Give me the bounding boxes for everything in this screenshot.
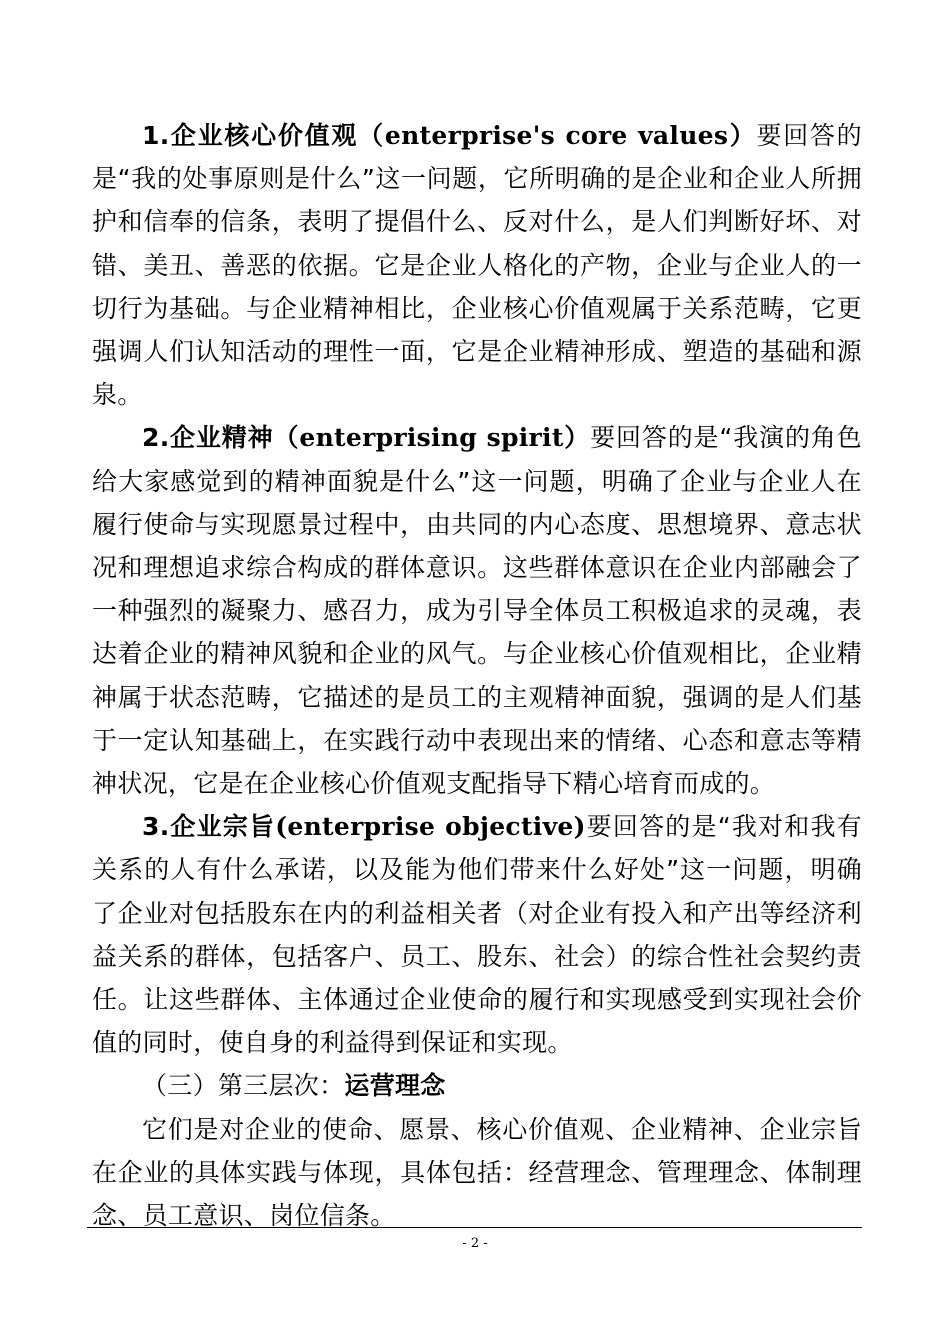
heading-end: ） xyxy=(728,121,757,150)
heading-latin: enterprising spirit xyxy=(299,423,564,453)
paragraph-operating-philosophy xyxy=(92,1108,862,1238)
heading-latin: enterprise's core values xyxy=(384,121,729,150)
heading-latin: (enterprise objective) xyxy=(275,812,586,842)
heading-enterprise-objective xyxy=(142,812,586,841)
paragraph-body: 要回答的是“我对和我有关系的人有什么承诺，以及能为他们带来什么好处”这一问题，明确了企业对包括股东在内的利益相关者（对企业有投入和产出等经济利益关系的群体，包括客户、员工、股东、社会）的综合性社会契约责任。让这些群体、主体通过企业使命的履行和实现感受到实现社会价值的同时，使自身的利益得到保证和实现。 xyxy=(92,812,862,1058)
paragraph-body: 它们是对企业的使命、愿景、核心价值观、企业精神、企业宗旨在企业的具体实践与体现，具体包括：经营理念、管理理念、体制理念、员工意识、岗位信条。 xyxy=(92,1114,862,1231)
section-title: 运营理念 xyxy=(344,1071,446,1101)
section-prefix: （三）第三层次： xyxy=(142,1071,345,1101)
paragraph-core-values xyxy=(92,114,862,416)
section-heading-level-three xyxy=(92,1064,862,1107)
footer-divider xyxy=(87,1227,862,1228)
paragraph-body: 要回答的是“我的处事原则是什么”这一问题，它所明确的是企业和企业人所拥护和信奉的信条，表明了提倡什么、反对什么，是人们判断好坏、对错、美丑、善恶的依据。它是企业人格化的产物，企业与企业人的一切行为基础。与企业精神相比，企业核心价值观属于关系范畴，它更强调人们认知活动的理性一面，它是企业精神形成、塑造的基础和源泉。 xyxy=(92,121,862,410)
heading-core-values xyxy=(142,121,756,150)
heading-text: 2.企业精神（ xyxy=(142,423,300,453)
heading-enterprise-spirit xyxy=(142,423,590,452)
heading-end: ） xyxy=(563,423,591,453)
paragraph-enterprise-spirit xyxy=(92,416,862,805)
paragraph-body: 要回答的是“我演的角色给大家感觉到的精神面貌是什么”这一问题，明确了企业与企业人在履行使命与实现愿景过程中，由共同的内心态度、思想境界、意志状况和理想追求综合构成的群体意识。这些群体意识在企业内部融会了一种强烈的凝聚力、感召力，成为引导全体员工积极追求的灵魂，表达着企业的精神风貌和企业的风气。与企业核心价值观相比，企业精神属于状态范畴，它描述的是员工的主观精神面貌，强调的是人们基于一定认知基础上，在实践行动中表现出来的情绪、心态和意志等精神状况，它是在企业核心价值观支配指导下精心培育而成的。 xyxy=(92,423,862,799)
page-content xyxy=(92,114,862,1237)
paragraph-enterprise-objective xyxy=(92,805,862,1064)
heading-text: 1.企业核心价值观（ xyxy=(142,121,385,150)
heading-text: 3.企业宗旨 xyxy=(142,812,276,842)
page-number: - 2 - xyxy=(462,1236,488,1251)
